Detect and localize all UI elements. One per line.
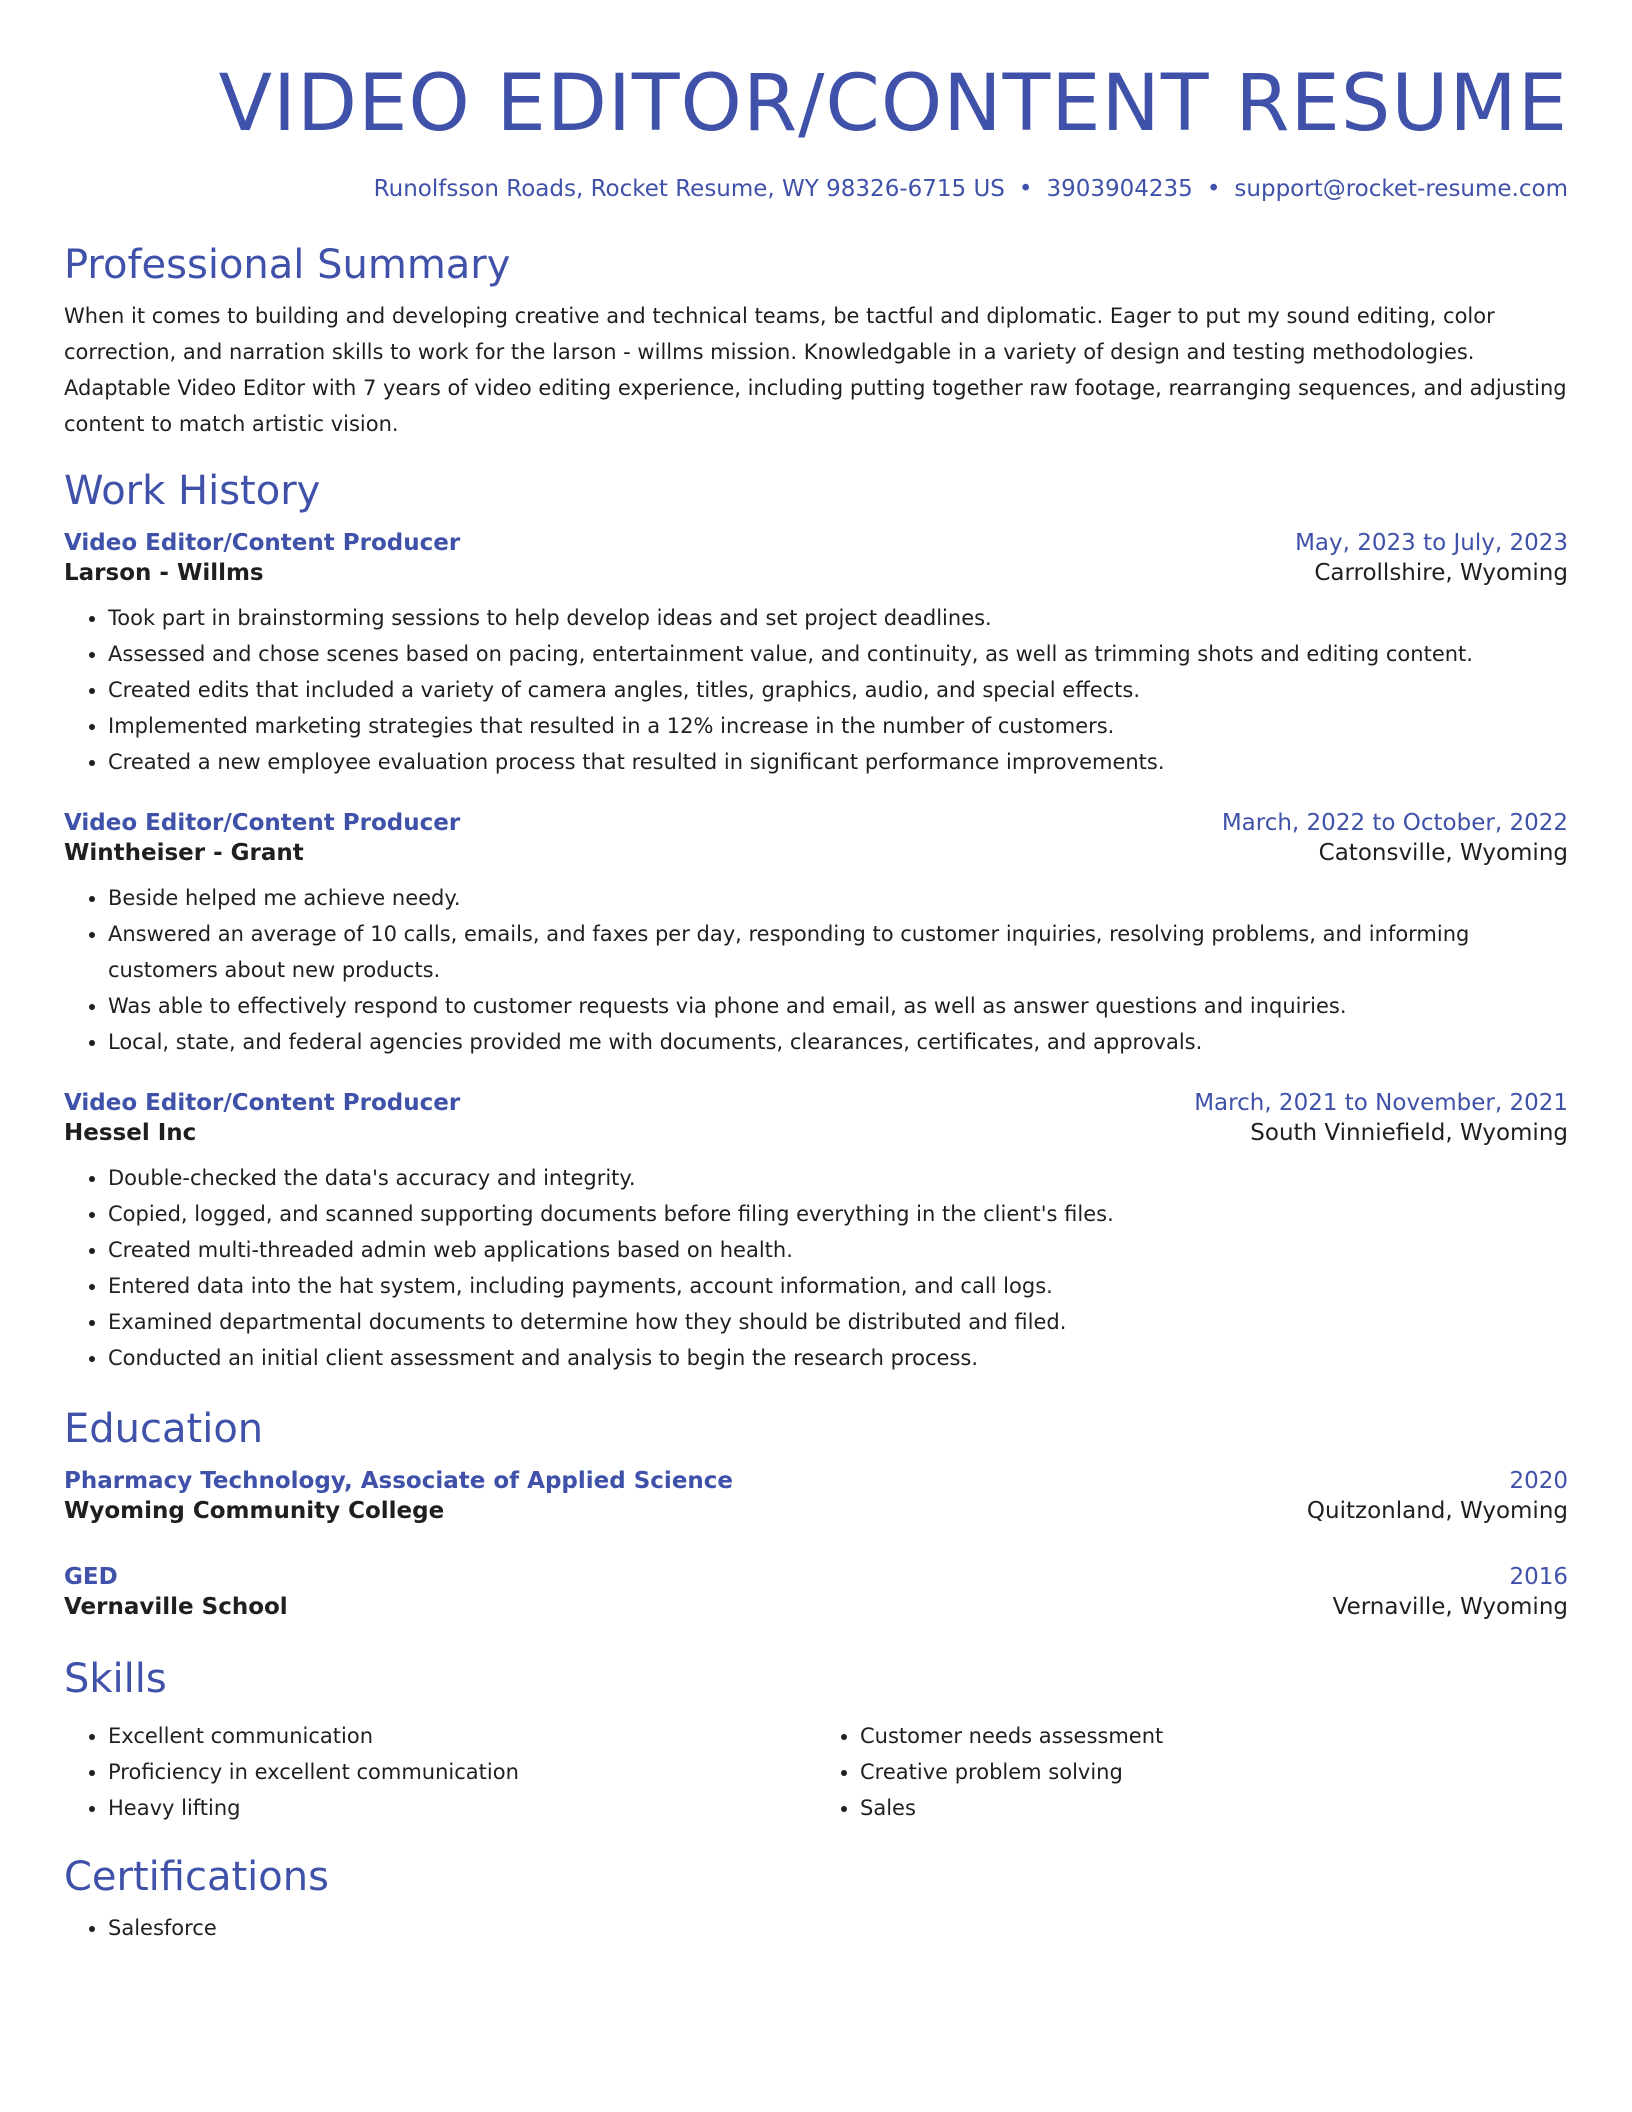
job-entry <box>64 528 1568 780</box>
job-location: South Vinniefield, Wyoming <box>1250 1120 1568 1146</box>
job-location: Catonsville, Wyoming <box>1318 840 1568 866</box>
education-heading: Education <box>64 1406 264 1452</box>
education-year: 2020 <box>1509 1468 1568 1494</box>
job-title: Video Editor/Content Producer <box>64 1090 461 1116</box>
job-bullet: • Conducted an initial client assessment and analysis to begin the research process. <box>108 1340 1568 1376</box>
skill-item: • Sales <box>860 1790 1568 1826</box>
job-bullet: • Local, state, and federal agencies provided me with documents, clearances, certificates, and approvals. <box>108 1024 1568 1060</box>
job-dates: March, 2022 to October, 2022 <box>1221 810 1568 836</box>
degree-name: GED <box>64 1564 118 1590</box>
work-history-heading: Work History <box>64 468 321 514</box>
education-section <box>64 1404 1568 1622</box>
skills-list-left <box>64 1718 816 1826</box>
skills-section <box>64 1654 1568 1826</box>
contact-separator: • <box>1206 176 1221 202</box>
certification-item: • Salesforce <box>108 1910 1568 1946</box>
job-bullets <box>64 1160 1568 1376</box>
skill-item: • Excellent communication <box>108 1718 816 1754</box>
summary-section <box>64 240 1568 442</box>
job-bullet: • Answered an average of 10 calls, emails, and faxes per day, responding to customer inquiries, resolving problems, and informing customers about new products. <box>108 916 1568 988</box>
school-location: Quitzonland, Wyoming <box>1306 1498 1568 1524</box>
work-history-section <box>64 466 1568 1376</box>
certifications-list <box>64 1910 1568 1946</box>
job-bullet: • Created edits that included a variety of camera angles, titles, graphics, audio, and special effects. <box>108 672 1568 708</box>
job-location: Carrollshire, Wyoming <box>1314 560 1568 586</box>
job-entry <box>64 808 1568 1060</box>
job-bullets <box>64 600 1568 780</box>
job-bullet: • Copied, logged, and scanned supporting documents before filing everything in the client's files. <box>108 1196 1568 1232</box>
job-company: Hessel Inc <box>64 1120 197 1146</box>
skill-item: • Proficiency in excellent communication <box>108 1754 816 1790</box>
job-title: Video Editor/Content Producer <box>64 530 461 556</box>
job-company: Wintheiser - Grant <box>64 840 304 866</box>
job-bullet: • Double-checked the data's accuracy and integrity. <box>108 1160 1568 1196</box>
skill-item: • Heavy lifting <box>108 1790 816 1826</box>
resume-title: VIDEO EDITOR/CONTENT RESUME <box>218 59 1568 149</box>
degree-name: Pharmacy Technology, Associate of Applied Science <box>64 1468 734 1494</box>
education-year: 2016 <box>1509 1564 1568 1590</box>
skill-item: • Creative problem solving <box>860 1754 1568 1790</box>
job-bullet: • Created a new employee evaluation process that resulted in significant performance improvements. <box>108 744 1568 780</box>
summary-heading: Professional Summary <box>64 242 511 288</box>
job-dates: May, 2023 to July, 2023 <box>1295 530 1568 556</box>
contact-separator: • <box>1018 176 1033 202</box>
job-bullet: • Implemented marketing strategies that resulted in a 12% increase in the number of customers. <box>108 708 1568 744</box>
job-company: Larson - Willms <box>64 560 264 586</box>
skills-columns <box>64 1718 1568 1826</box>
school-name: Vernaville School <box>64 1594 288 1620</box>
skills-list-right <box>816 1718 1568 1826</box>
job-dates: March, 2021 to November, 2021 <box>1194 1090 1568 1116</box>
education-entry <box>64 1466 1568 1526</box>
job-bullet: • Was able to effectively respond to customer requests via phone and email, as well as answer questions and inquiries. <box>108 988 1568 1024</box>
skills-heading: Skills <box>64 1656 167 1702</box>
contact-phone[interactable]: 3903904235 <box>1046 176 1193 202</box>
skill-item: • Customer needs assessment <box>860 1718 1568 1754</box>
job-bullet: • Took part in brainstorming sessions to help develop ideas and set project deadlines. <box>108 600 1568 636</box>
job-bullet: • Assessed and chose scenes based on pacing, entertainment value, and continuity, as well as trimming shots and editing content. <box>108 636 1568 672</box>
certifications-heading: Certifications <box>64 1854 329 1900</box>
school-name: Wyoming Community College <box>64 1498 445 1524</box>
contact-address: Runolfsson Roads, Rocket Resume, WY 98326-6715 US <box>373 176 1005 202</box>
certifications-section <box>64 1852 1568 1946</box>
job-bullet: • Entered data into the hat system, including payments, account information, and call logs. <box>108 1268 1568 1304</box>
summary-text: When it comes to building and developing creative and technical teams, be tactful and diplomatic. Eager to put my sound editing, color correction, and narration skills to work for the larson - willms mission. Knowledgable in a variety of design and testing methodologies. Adaptable Video Editor with 7 years of video editing experience, including putting together raw footage, rearranging sequences, and adjusting content to match artistic vision. <box>64 304 1567 436</box>
job-bullet: • Examined departmental documents to determine how they should be distributed and filed. <box>108 1304 1568 1340</box>
job-entry <box>64 1088 1568 1376</box>
job-bullet: • Created multi-threaded admin web applications based on health. <box>108 1232 1568 1268</box>
school-location: Vernaville, Wyoming <box>1332 1594 1568 1620</box>
job-title: Video Editor/Content Producer <box>64 810 461 836</box>
job-bullets <box>64 880 1568 1060</box>
education-entry <box>64 1562 1568 1622</box>
contact-email[interactable]: support@rocket-resume.com <box>1234 176 1568 202</box>
job-bullet: • Beside helped me achieve needy. <box>108 880 1568 916</box>
contact-line <box>64 174 1568 204</box>
resume-header <box>64 0 1568 204</box>
